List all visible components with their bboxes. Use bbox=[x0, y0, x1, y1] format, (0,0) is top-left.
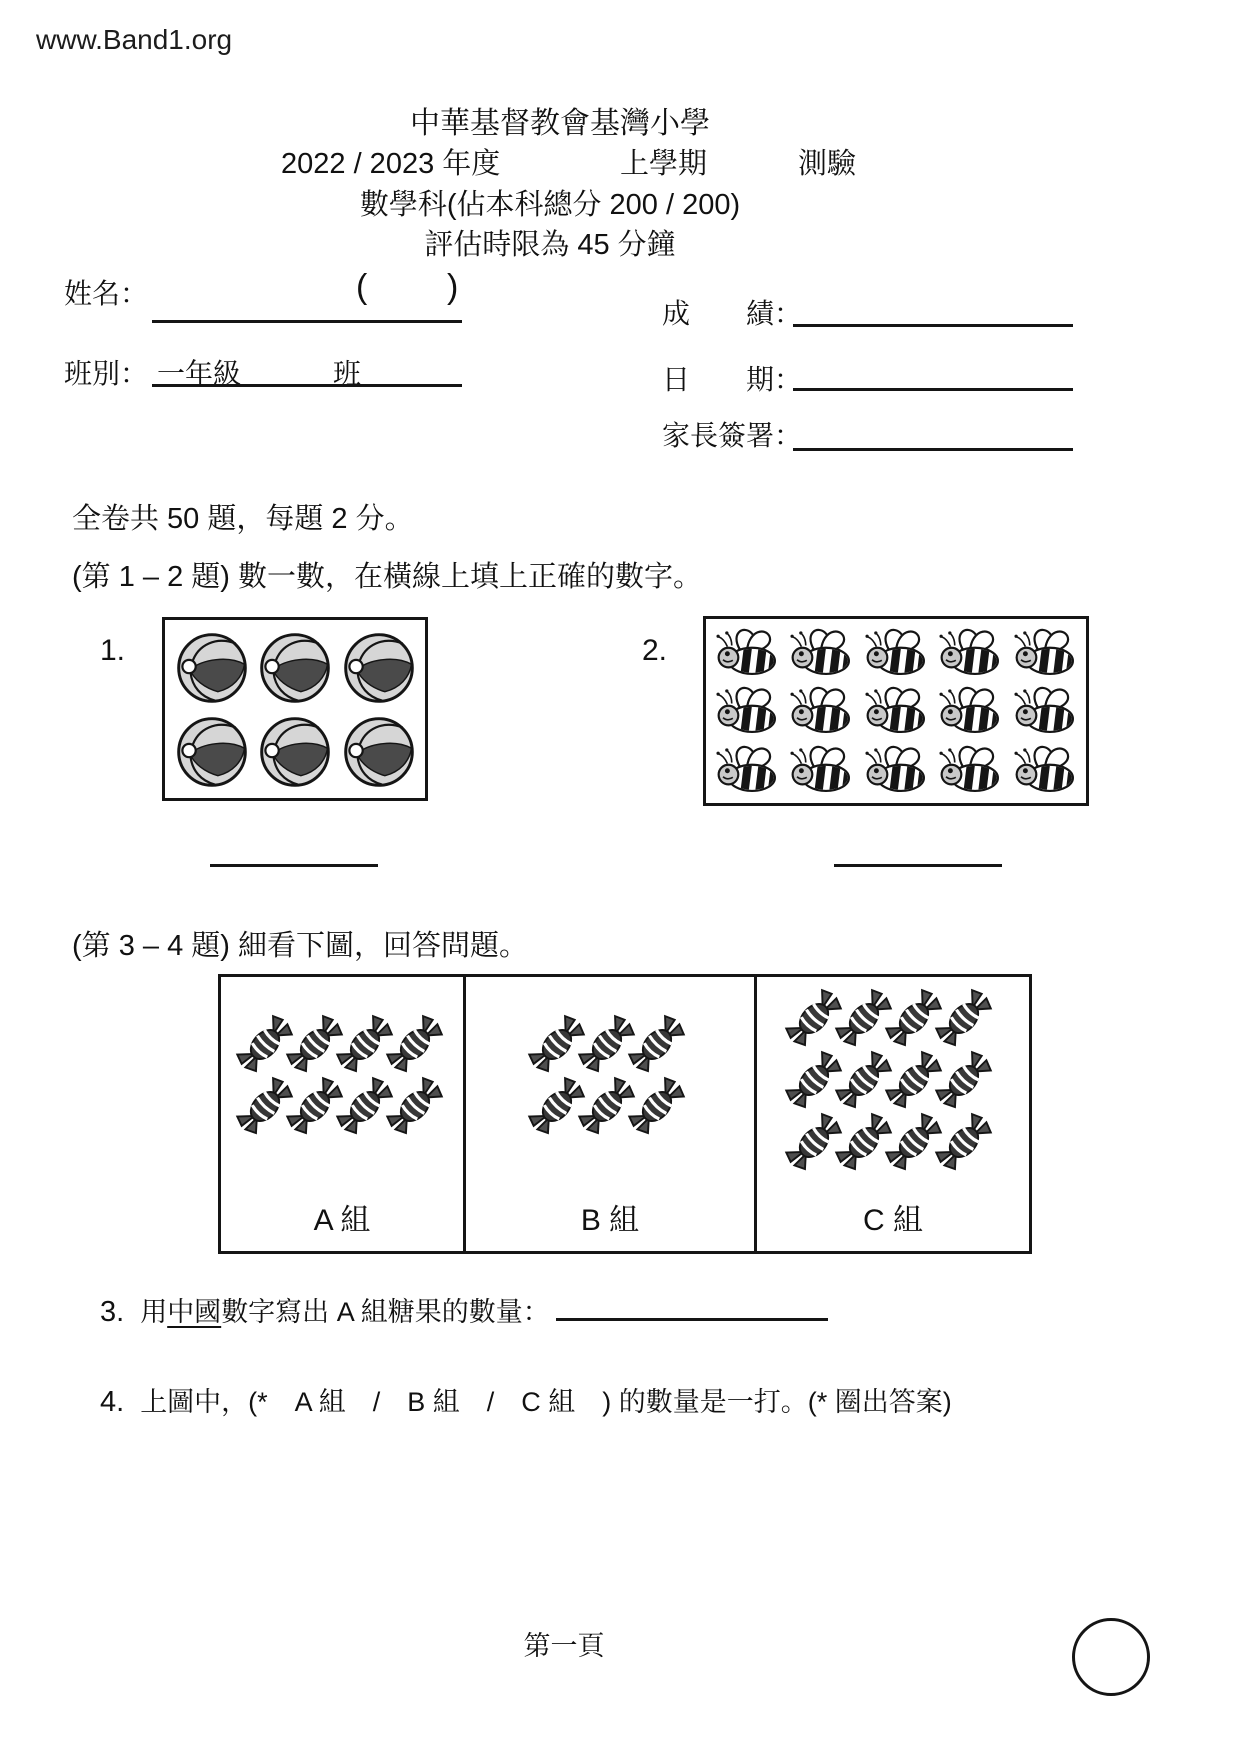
school-name: 中華基督教會基灣小學 bbox=[410, 107, 710, 140]
bee-icon bbox=[934, 681, 1005, 737]
candy-icon bbox=[240, 1013, 290, 1075]
candy-icon bbox=[789, 1049, 839, 1111]
beach-ball-grid bbox=[165, 622, 425, 798]
candy-icon bbox=[839, 987, 889, 1049]
bee-grid bbox=[707, 620, 1083, 798]
candy-icon bbox=[632, 1013, 682, 1075]
candy-icon bbox=[390, 1013, 440, 1075]
candy-icon bbox=[889, 1111, 939, 1173]
class-blank-line[interactable] bbox=[152, 384, 462, 387]
section-1-2-heading: (第 1 – 2 題) 數一數，在橫線上填上正確的數字。 bbox=[72, 561, 702, 593]
candy-icon bbox=[240, 1075, 290, 1137]
bee-icon bbox=[711, 681, 782, 737]
candy-icon bbox=[939, 987, 989, 1049]
question-2-number: 2. bbox=[642, 634, 668, 667]
candy-icon bbox=[889, 1049, 939, 1111]
name-blank-line[interactable] bbox=[152, 320, 462, 323]
group-cell-a bbox=[221, 977, 463, 1251]
ball-icon bbox=[342, 714, 416, 790]
group-label-c: C 組 bbox=[863, 1204, 923, 1237]
year-label: 2022 / 2023 年度 bbox=[281, 148, 501, 180]
candy-icon bbox=[789, 987, 839, 1049]
name-label: 姓名： bbox=[64, 278, 149, 309]
class-label: 班別： bbox=[64, 358, 149, 389]
candy-table bbox=[218, 974, 1032, 1254]
bee-icon bbox=[860, 681, 931, 737]
candy-icon bbox=[839, 1111, 889, 1173]
candy-icon bbox=[340, 1013, 390, 1075]
ball-icon bbox=[258, 630, 332, 706]
candy-icon bbox=[939, 1049, 989, 1111]
class-suffix: 班 bbox=[333, 358, 362, 389]
score-label: 成 績： bbox=[662, 298, 803, 329]
candy-icon bbox=[290, 1013, 340, 1075]
ball-icon bbox=[175, 630, 249, 706]
candy-icon bbox=[632, 1075, 682, 1137]
term-label: 上學期 bbox=[620, 148, 708, 180]
bee-icon bbox=[785, 681, 856, 737]
candy-grid-c bbox=[789, 987, 997, 1173]
question-4-text[interactable]: 上圖中，(* A 組 / B 組 / C 組 ) 的數量是一打。(* 圈出答案) bbox=[140, 1387, 952, 1417]
candy-icon bbox=[582, 1013, 632, 1075]
group-label-b: B 組 bbox=[580, 1204, 640, 1237]
bee-icon bbox=[1009, 740, 1080, 796]
group-cell-b bbox=[463, 977, 754, 1251]
date-blank-line[interactable] bbox=[793, 388, 1073, 391]
question-4-number: 4. bbox=[100, 1386, 125, 1418]
bee-icon bbox=[711, 623, 782, 679]
section-3-4-heading: (第 3 – 4 題) 細看下圖，回答問題。 bbox=[72, 930, 528, 962]
question-3-answer-line[interactable] bbox=[556, 1288, 828, 1321]
question-2-answer-line[interactable] bbox=[834, 864, 1002, 867]
ball-icon bbox=[342, 630, 416, 706]
ball-icon bbox=[175, 714, 249, 790]
question-4-row bbox=[100, 1380, 952, 1419]
bee-icon bbox=[711, 740, 782, 796]
parent-sign-label: 家長簽署： bbox=[662, 420, 803, 451]
bee-icon bbox=[860, 740, 931, 796]
group-cell-c bbox=[754, 977, 1029, 1251]
subject-line: 數學科(佔本科總分 200 / 200) bbox=[359, 189, 741, 221]
bee-icon bbox=[860, 623, 931, 679]
question-3-underlined-word: 中國 bbox=[167, 1297, 222, 1327]
score-blank-line[interactable] bbox=[793, 324, 1073, 327]
candy-icon bbox=[532, 1013, 582, 1075]
question-1-number: 1. bbox=[100, 634, 126, 667]
bee-icon bbox=[934, 740, 1005, 796]
exam-type-label: 測驗 bbox=[798, 148, 857, 180]
bee-icon bbox=[785, 623, 856, 679]
group-label-a: A 組 bbox=[313, 1204, 371, 1237]
question-1-answer-line[interactable] bbox=[210, 864, 378, 867]
candy-grid-a bbox=[240, 1013, 444, 1137]
parent-sign-blank-line[interactable] bbox=[793, 448, 1073, 451]
corner-circle bbox=[1072, 1618, 1150, 1696]
name-paren-open: ( bbox=[356, 268, 368, 306]
ball-icon bbox=[258, 714, 332, 790]
candy-icon bbox=[789, 1111, 839, 1173]
candy-icon bbox=[390, 1075, 440, 1137]
time-limit-line: 評估時限為 45 分鐘 bbox=[424, 229, 676, 261]
question-3-row bbox=[100, 1288, 828, 1329]
name-paren-close: ) bbox=[447, 268, 459, 306]
question-3-number: 3. bbox=[100, 1296, 125, 1328]
bee-icon bbox=[1009, 623, 1080, 679]
class-grade-value: 一年級 bbox=[157, 358, 242, 389]
candy-icon bbox=[290, 1075, 340, 1137]
total-marks-instruction: 全卷共 50 題，每題 2 分。 bbox=[72, 503, 414, 535]
candy-grid-b bbox=[532, 1013, 688, 1137]
bee-icon bbox=[934, 623, 1005, 679]
question-3-text: 用中國數字寫出 A 組糖果的數量： bbox=[140, 1297, 550, 1327]
candy-icon bbox=[340, 1075, 390, 1137]
bee-icon bbox=[1009, 681, 1080, 737]
candy-icon bbox=[889, 987, 939, 1049]
candy-icon bbox=[839, 1049, 889, 1111]
candy-icon bbox=[939, 1111, 989, 1173]
date-label: 日 期： bbox=[662, 364, 803, 395]
watermark-url: www.Band1.org bbox=[36, 24, 233, 55]
candy-icon bbox=[532, 1075, 582, 1137]
candy-icon bbox=[582, 1075, 632, 1137]
bee-icon bbox=[785, 740, 856, 796]
page-number: 第一頁 bbox=[523, 1631, 605, 1661]
